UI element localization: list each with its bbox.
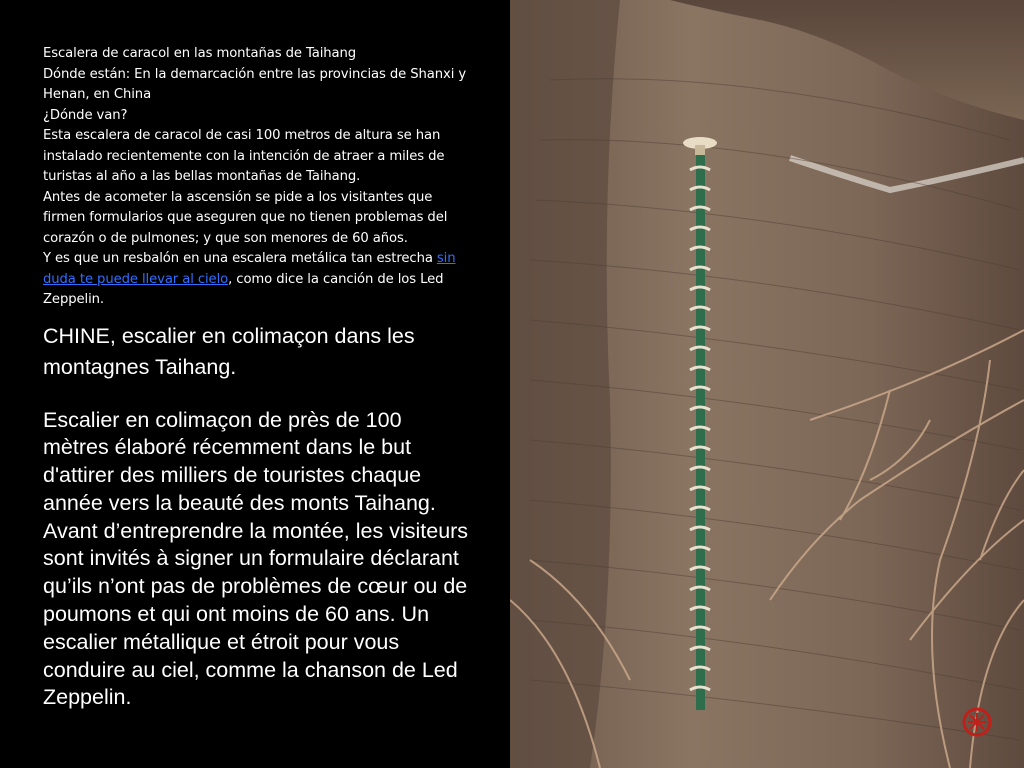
spanish-paragraph-3 xyxy=(43,249,473,311)
led-zeppelin-link[interactable]: sin duda te puede llevar al cielo xyxy=(43,251,456,287)
spanish-paragraph-3-end: , como dice la canción de los Led Zeppelin. xyxy=(43,271,444,307)
spanish-text-block xyxy=(43,44,473,311)
text-column xyxy=(43,44,473,712)
spanish-location: Dónde están: En la demarcación entre las provincias de Shanxi y Henan, en China xyxy=(43,66,467,102)
spanish-question: ¿Dónde van? xyxy=(43,107,128,123)
french-body: Escalier en colimaçon de près de 100 mètres élaboré récemment dans le but d'attirer des milliers de touristes chaque année vers la beauté des monts Taihang. Avant d’entreprendre la montée, les visiteurs sont invités à signer un formulaire déclarant qu’ils n’ont pas de problèmes de cœur ou de poumons et qui ont moins de 60 ans. Un escalier métallique et étroit pour vous conduire au ciel, comme la chanson de Led Zeppelin. xyxy=(43,407,469,710)
spiral-staircase-photo xyxy=(510,0,1024,768)
spanish-paragraph-3-start: Y es que un resbalón en una escalera metálica tan estrecha xyxy=(43,251,437,266)
french-title: CHINE, escalier en colimaçon dans les montagnes Taihang. xyxy=(43,323,415,379)
spanish-title: Escalera de caracol en las montañas de Taihang xyxy=(43,46,357,61)
spanish-paragraph-1: Esta escalera de caracol de casi 100 metros de altura se han instalado recientemente con la intención de atraer a miles de turistas al año a las bellas montañas de Taihang. xyxy=(43,128,445,184)
spanish-paragraph-2: Antes de acometer la ascensión se pide a los visitantes que firmen formularios que aseguren que no tienen problemas del corazón o de pulmones; y que son menores de 60 años. xyxy=(43,189,448,246)
